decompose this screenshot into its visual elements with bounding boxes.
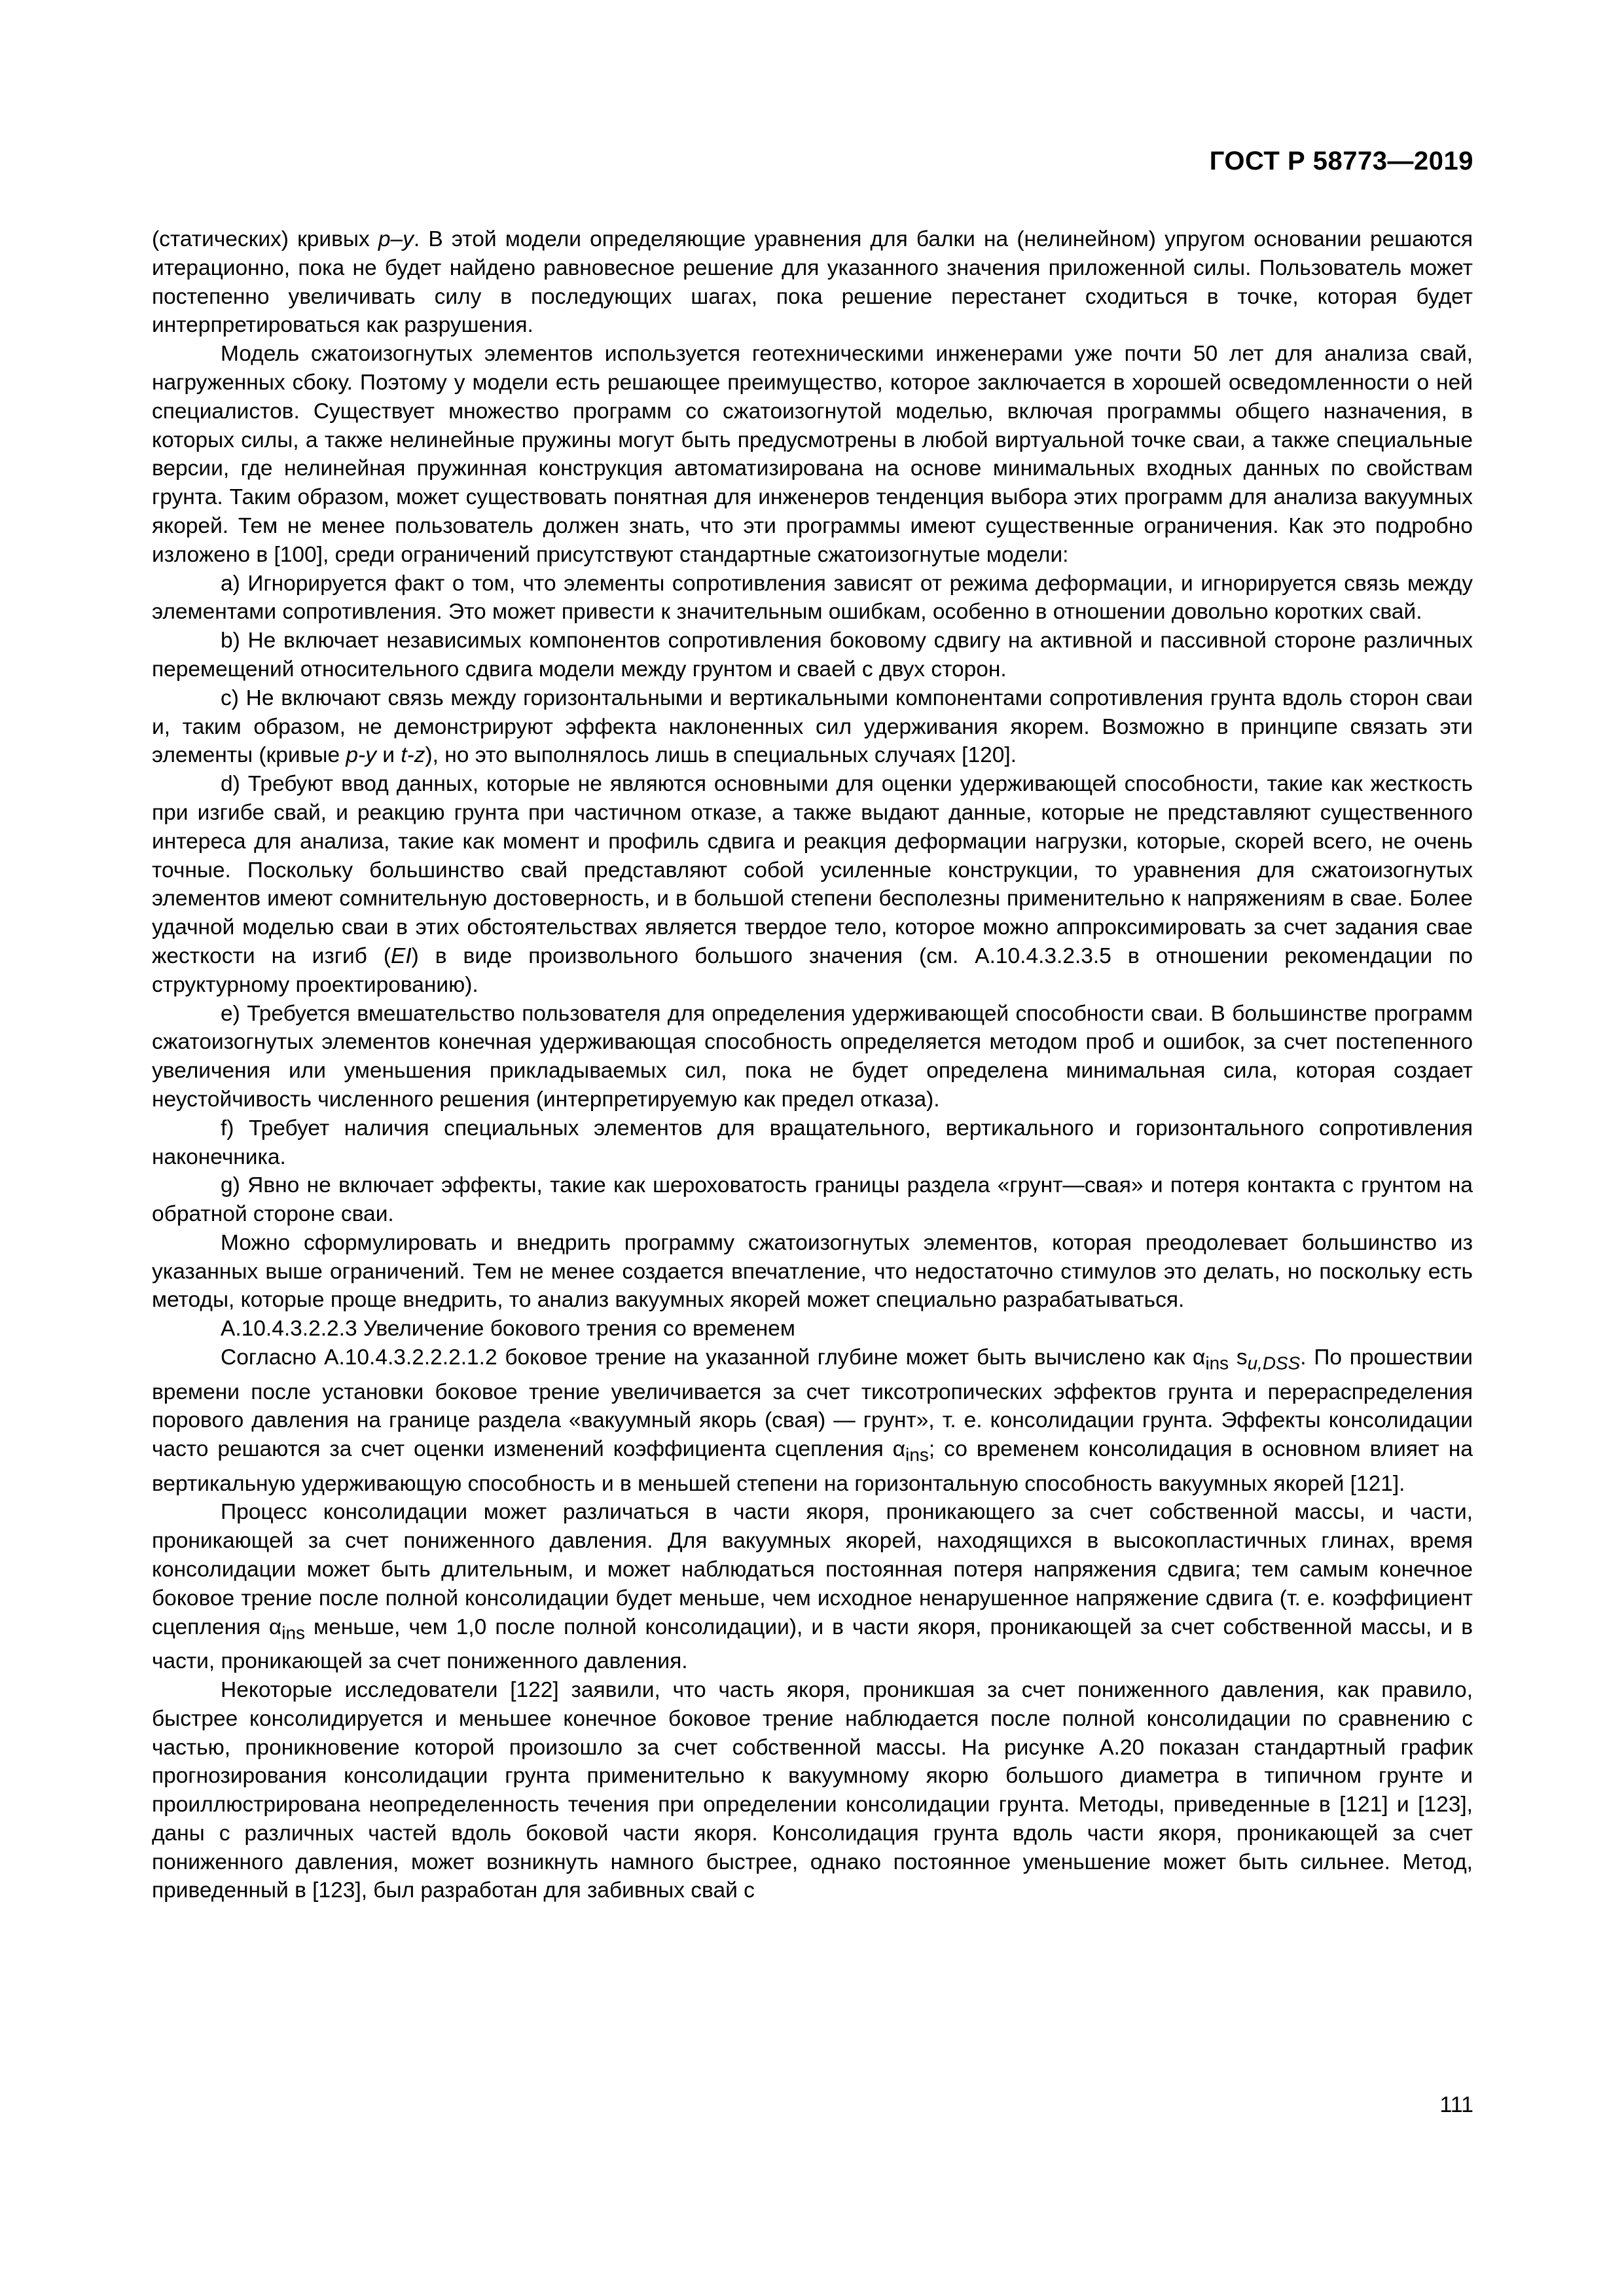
paragraph-2: Модель сжатоизогнутых элементов используется геотехническими инженерами уже почти 50 лет для анализа свай, нагруженных сбоку. Поэтому у модели есть решающее преимущество, которое заключается в хорошей осведомленности о ней специалистов. Существует множество программ со сжатоизогнутой моделью, включая программы общего назначения, в которых силы, а также нелинейные пружины могут быть предусмотрены в любой виртуальной точке сваи, а также специальные версии, где нелинейная пружинная конструкция автоматизирована на основе минимальных входных данных по свойствам грунта. Таким образом, может существовать понятная для инженеров тенденция выбора этих программ для анализа вакуумных якорей. Тем не менее пользователь должен знать, что эти программы имеют существенные ограничения. Как это подробно изложено в [100], среди ограничений присутствуют стандартные сжатоизогнутые модели:: [152, 342, 1473, 567]
list-item-e: e) Требуется вмешательство пользователя для определения удерживающей способности сваи. В большинстве программ сжатоизогнутых элементов конечная удерживающая способность определяется методом проб и ошибок, за счет постепенного увеличения или уменьшения прикладываемых сил, пока не будет определена минимальная сила, которая создает неустойчивость численного решения (интерпретируемую как предел отказа).: [152, 1001, 1473, 1112]
list-item-a: a) Игнорируется факт о том, что элементы сопротивления зависят от режима деформации, и игнорируется связь между элементами сопротивления. Это может привести к значительным ошибкам, особенно в отношении довольно коротких свай.: [152, 571, 1473, 625]
paragraph-1: (статических) кривых p–y. В этой модели определяющие уравнения для балки на (нелинейном) упругом основании решаются итерационно, пока не будет найдено равновесное решение для указанного значения приложенной силы. Пользователь может постепенно увеличивать силу в последующих шагах, пока решение перестанет сходиться в точке, которая будет интерпретироваться как разрушения.: [152, 227, 1473, 338]
list-item-g: g) Явно не включает эффекты, такие как шероховатость границы раздела «грунт—свая» и потеря контакта с грунтом на обратной стороне сваи.: [152, 1173, 1473, 1227]
list-item-b: b) Не включает независимых компонентов сопротивления боковому сдвигу на активной и пассивной стороне различных перемещений относительного сдвига модели между грунтом и сваей с двух сторон.: [152, 629, 1473, 682]
list-item-f: f) Требует наличия специальных элементов для вращательного, вертикального и горизонтального сопротивления наконечника.: [152, 1116, 1473, 1169]
section-heading: А.10.4.3.2.2.3 Увеличение бокового трения со временем: [221, 1317, 795, 1341]
paragraph-5: Процесс консолидации может различаться в части якоря, проникающего за счет собственной массы, и части, проникающей за счет пониженного давления. Для вакуумных якорей, находящихся в высокопластичных глинах, время консолидации может быть длительным, и может наблюдаться постоянная потеря напряжения сдвига; тем самым конечное боковое трение после полной консолидации будет меньше, чем исходное ненарушенное напряжение сдвига (т. е. коэффициент сцепления $\alpha_{ins}$ меньше, чем 1,0 после полной консолидации), и в части якоря, проникающей за счет собственной массы, и в части, проникающей за счет пониженного давления.: [152, 1500, 1473, 1674]
page-number: 111: [1439, 2092, 1473, 2117]
body-text: [152, 225, 1473, 1905]
document-id: ГОСТ Р 58773—2019: [1209, 147, 1473, 175]
list-item-d: d) Требуют ввод данных, которые не являются основными для оценки удерживающей способности, такие как жесткость при изгибе свай, и реакцию грунта при частичном отказе, а также выдают данные, которые не представляют существенного интереса для анализа, такие как момент и профиль сдвига и реакция деформации нагрузки, которые, скорей всего, не очень точные. Поскольку большинство свай представляют собой усиленные конструкции, то уравнения для сжатоизогнутых элементов имеют сомнительную достоверность, и в большой степени бесполезны применительно к напряжениям в свае. Более удачной моделью сваи в этих обстоятельствах является твердое тело, которое можно аппроксимировать за счет задания сваe жесткости на изгиб (EI) в виде произвольного большого значения (см. А.10.4.3.2.3.5 в отношении рекомендации по структурному проектированию).: [152, 772, 1473, 997]
paragraph-4: Согласно А.10.4.3.2.2.2.1.2 боковое трение на указанной глубине может быть вычислено как $\alpha_{ins}$ $s_{u,DSS}$. По прошествии времени после установки боковое трение увеличивается за счет тиксотропических эффектов грунта и перераспределения порового давления на границе раздела «вакуумный якорь (свая) — грунт», т. е. консолидации грунта. Эффекты консолидации часто решаются за счет оценки изменений коэффициента сцепления $\alpha_{ins}$; со временем консолидация в основном влияет на вертикальную удерживающую способность и в меньшей степени на горизонтальную способность вакуумных якорей [121].: [152, 1345, 1473, 1496]
paragraph-6: Некоторые исследователи [122] заявили, что часть якоря, проникшая за счет пониженного давления, как правило, быстрее консолидируется и меньшее конечное боковое трение наблюдается после полной консолидации по сравнению с частью, проникновение которой произошло за счет собственной массы. На рисунке А.20 показан стандартный график прогнозирования консолидации грунта применительно к вакуумному якорю большого диаметра в типичном грунте и проиллюстрирована неопределенность течения при определении консолидации грунта. Методы, приведенные в [121] и [123], даны с различных частей вдоль боковой части якоря. Консолидация грунта вдоль части якоря, проникающей за счет пониженного давления, может возникнуть намного быстрее, однако постоянное уменьшение может быть сильнее. Метод, приведенный в [123], был разработан для забивных свай с: [152, 1677, 1473, 1903]
paragraph-3: Можно сформулировать и внедрить программу сжатоизогнутых элементов, которая преодолевает большинство из указанных выше ограничений. Тем не менее создается впечатление, что недостаточно стимулов это делать, но поскольку есть методы, которые проще внедрить, то анализ вакуумных якорей может специально разрабатываться.: [152, 1230, 1473, 1313]
list-item-c: c) Не включают связь между горизонтальными и вертикальными компонентами сопротивления грунта вдоль сторон сваи и, таким образом, не демонстрируют эффекта наклоненных сил удерживания якорем. Возможно в принципе связать эти элементы (кривые p-y и t-z), но это выполнялось лишь в специальных случаях [120].: [152, 685, 1473, 768]
